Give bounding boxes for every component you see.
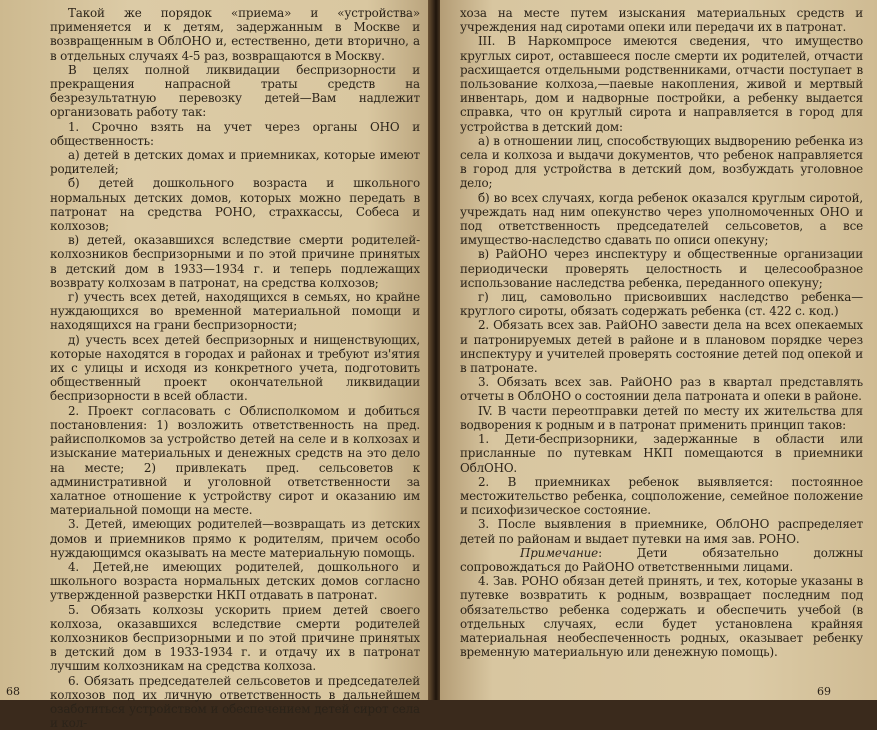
paragraph: а) в отношении лиц, способствующих выдворению ребенка из села и колхоза и выдачи документов, что ребенок направляется в город для устройства в детский дом, возбуждать уголовное дело; — [460, 133, 863, 191]
paragraph: в) РайОНО через инспектуру и общественные организации периодически проверять целостность и целесообразное использование наследства ребенка, переданного опекуну; — [460, 247, 863, 290]
right-page — [440, 0, 877, 700]
paragraph: 5. Обязать колхозы ускорить прием детей своего колхоза, оказавшихся вследствие смерти родителей колхозников беспризорными и по этой причине принятых в детский дом в 1933-1934 г. и отдачу их в патронат лучшим колхозникам на средства колхоза. — [50, 602, 420, 674]
paragraph: Такой же порядок «приема» и «устройства» применяется и к детям, задержанным в Москве и возвращенным в ОблОНО и, естественно, дети вторично, а в отдельных случаях 4-5 раз, возвращаются в Москву. — [50, 6, 420, 63]
paragraph: 2. Обязать всех зав. РайОНО завести дела на всех опекаемых и патронируемых детей в районе и в плановом порядке через инспектуру и учителей проверять состояние детей под опекой и в патронате. — [460, 318, 863, 376]
paragraph: III. В Наркомпросе имеются сведения, что имущество круглых сирот, оставшееся после смерти их родителей, отчасти расхищается отдельными родственниками, отчасти поступает в пользование колхоза,—паевые накопления, живой и мертвый инвентарь, дом и надворные постройки, а ребенку выдается справка, что он круглый сирота и направляется в город для устройства в детский дом: — [460, 34, 863, 134]
paragraph: IV. В части переотправки детей по месту их жительства для водворения к родным и в патронат применить принцип таков: — [460, 403, 863, 432]
paragraph: а) детей в детских домах и приемниках, которые имеют родителей; — [50, 148, 420, 177]
paragraph: 3. После выявления в приемнике, ОблОНО распределяет детей по районам и выдает путевки на имя зав. РОНО. — [460, 517, 863, 546]
left-page-text — [50, 6, 420, 730]
note-paragraph — [460, 546, 863, 574]
paragraph: 1. Срочно взять на учет через органы ОНО и общественность: — [50, 119, 420, 148]
paragraph: 2. Проект согласовать с Облисполкомом и добиться постановления: 1) возложить ответственность на пред. райисполкомов за устройство детей на селе и в колхозах и изыскание материальных и денежных средств на это дело на месте; 2) привлекать пред. сельсоветов к административной и уголовной ответственности за халатное отношение к устройству сирот и оказанию им материальной помощи на месте. — [50, 403, 420, 518]
paragraph: В целях полной ликвидации беспризорности и прекращения напрасной траты средств на безрезультатную перевозку детей—Вам надлежит организовать работу так: — [50, 62, 420, 120]
paragraph: б) во всех случаях, когда ребенок оказался круглым сиротой, учреждать над ним опекунство через уполномоченных ОНО и под ответственность председателей сельсоветов, а все имущество-наследство сдавать по описи опекуну; — [460, 190, 863, 248]
right-page-text — [460, 6, 863, 659]
paragraph: 4. Детей,не имеющих родителей, дошкольного и школьного возраста нормальных детских домов согласно утвержденной разверстки НКП отдавать в патронат. — [50, 559, 420, 603]
left-page — [0, 0, 432, 730]
paragraph: г) лиц, самовольно присвоивших наследство ребенка—круглого сироты, обязать содержать ребенка (ст. 422 с. код.) — [460, 290, 863, 319]
paragraph: 6. Обязать председателей сельсоветов и председателей колхозов под их личную ответственность в дальнейшем озаботиться устройством и обеспечением детей сирот села и кол- — [50, 673, 420, 730]
paragraph: 3. Обязать всех зав. РайОНО раз в квартал представлять отчеты в ОблОНО о состоянии дела патроната и опеки в районе. — [460, 375, 863, 404]
page-number: 69 — [817, 685, 831, 698]
paragraph: 3. Детей, имеющих родителей—возвращать из детских домов и приемников прямо к родителям, причем особо нуждающимся оказывать на месте материальную помощь. — [50, 517, 420, 560]
page-number: 68 — [6, 685, 20, 698]
paragraph: д) учесть всех детей беспризорных и нищенствующих, которые находятся в городах и районах и требуют из'ятия их с улицы и исходя из конкретного учета, подготовить общественный проект окончательной ликвидации беспризорности в всей области. — [50, 332, 420, 404]
paragraph: 2. В приемниках ребенок выявляется: постоянное местожительство ребенка, соцположение, семейное положение и психофизическое состояние. — [460, 474, 863, 518]
paragraph: 4. Зав. РОНО обязан детей принять, и тех, которые указаны в путевке возвратить к родным, возвращает последним под обязательство ребенка содержать и обеспечить учебой (в отдельных случаях, если будет установлена крайняя материальная необеспеченность родных, оказывает ребенку временную материальную или денежную помощь). — [460, 574, 863, 660]
paragraph: хоза на месте путем изыскания материальных средств и учреждения над сиротами опеки или передачи их в патронат. — [460, 6, 863, 35]
paragraph: г) учесть всех детей, находящихся в семьях, но крайне нуждающихся во временной материальной помощи и находящихся на грани беспризорности; — [50, 290, 420, 333]
note-text: : Дети обязательно должны сопровождаться до РайОНО ответственными лицами. — [460, 545, 863, 574]
note-label: Примечание — [520, 545, 599, 560]
paragraph: б) детей дошкольного возраста и школьного нормальных детских домов, которых можно передать в патронат на средства РОНО, страхкассы, Собеса и колхозов; — [50, 176, 420, 234]
paragraph: 1. Дети-беспризорники, задержанные в области или присланные по путевкам НКП помещаются в приемники ОблОНО. — [460, 432, 863, 475]
paragraph: в) детей, оказавшихся вследствие смерти родителей-колхозников беспризорными и по этой причине принятых в детский дом в 1933—1934 г. и теперь подлежащих возврату колхозам в патронат, на средства колхозов; — [50, 233, 420, 290]
